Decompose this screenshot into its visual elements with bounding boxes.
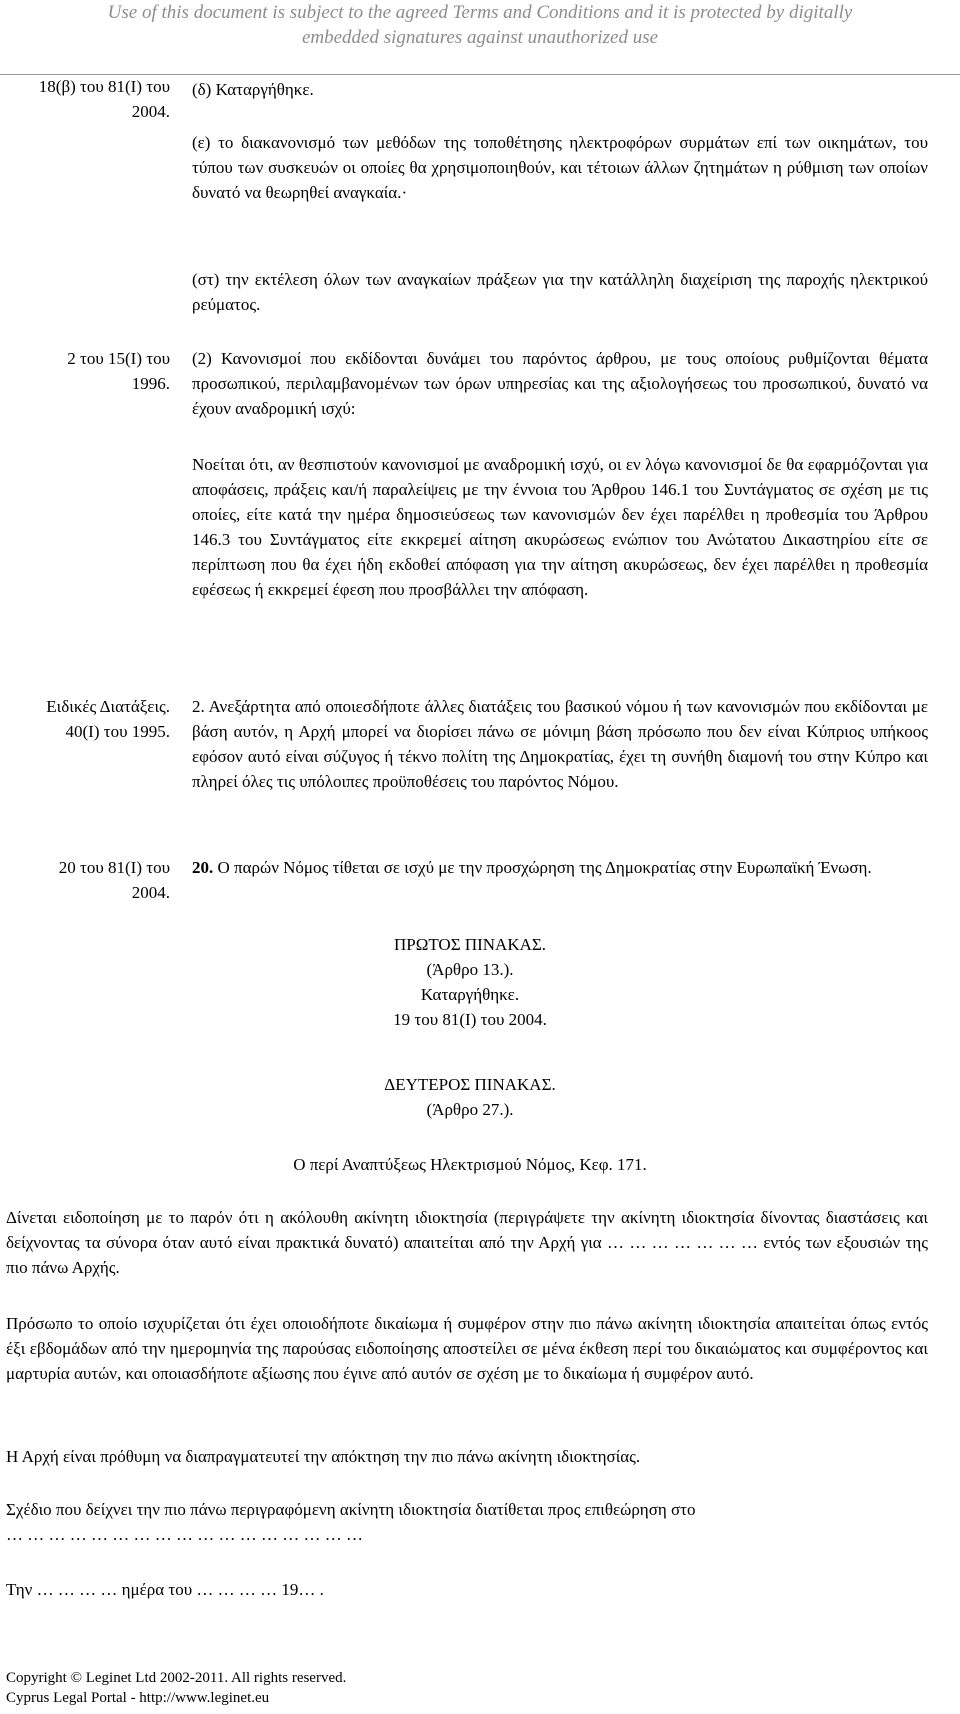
margin-note-2-15 [0, 346, 170, 396]
margin-note-20-81 [0, 855, 170, 905]
second-schedule [180, 1072, 760, 1122]
first-schedule-title: ΠΡΩΤΟΣ ΠΙΝΑΚΑΣ. [393, 935, 547, 954]
margin-note-line: 2004. [131, 883, 170, 902]
margin-note-line: 18(β) του 81(Ι) του [38, 77, 170, 96]
proviso-paragraph: Νοείται ότι, αν θεσπιστούν κανονισμοί με αναδρομική ισχύ, οι εν λόγω κανονισμοί δε θα εφαρμόζονται για αποφάσεις, πράξεις και/ή παραλείψεις με την έννοια του Άρθρου 146.1 του Συντάγματος σε σχέση με τις οποίες, είτε κατά την ημέρα δημοσιεύσεως των κανονισμών δεν έχει παρέλθει η προθεσμία του Άρθρου 146.3 του Συντάγματος είτε εκκρεμεί αίτηση ακυρώσεως ενώπιον του Ανώτατου Δικαστηρίου είτε σε περίπτωση που θα έχει ήδη εκδοθεί απόφαση για την αίτηση ακυρώσεως, δεν έχει παρέλθει η προθεσμία εφέσεως ή εκκρεμεί έφεση που προσβάλλει την απόφαση. [192, 455, 928, 599]
section-20 [192, 855, 928, 880]
margin-note-special-provisions [0, 694, 170, 744]
margin-note-line: 2 του 15(Ι) του [67, 349, 170, 368]
margin-note-line: 20 του 81(Ι) του [58, 858, 170, 877]
second-schedule-article: (Άρθρο 27.). [426, 1100, 514, 1119]
usage-notice-header [0, 0, 960, 50]
margin-note-line: Ειδικές Διατάξεις. [46, 697, 170, 716]
inspection-location-blank: … … … … … … … … … … … … … … … … … [6, 1525, 363, 1544]
notice-paragraph-3: Η Αρχή είναι πρόθυμη να διαπραγματευτεί την απόκτηση την πιο πάνω ακίνητη ιδιοκτησίας. [6, 1447, 641, 1466]
section-20-text: Ο παρών Νόμος τίθεται σε ισχύ με την προσχώρηση της Δημοκρατίας στην Ευρωπαϊκή Ένωση. [217, 858, 872, 877]
footer [6, 1668, 346, 1708]
first-schedule-reference: 19 του 81(Ι) του 2004. [393, 1010, 547, 1029]
paragraph-2: (2) Κανονισμοί που εκδίδονται δυνάμει του παρόντος άρθρου, με τους οποίους ρυθμίζονται θέματα προσωπικού, περιλαμβανομένων των όρων υπηρεσίας και της αξιολογήσεως του προσωπικού, δυνατό να έχουν αναδρομική ισχύ: [192, 349, 928, 418]
notice-paragraph-2: Πρόσωπο το οποίο ισχυρίζεται ότι έχει οποιοδήποτε δικαίωμα ή συμφέρον στην πιο πάνω ακίνητη ιδιοκτησία απαιτείται όπως εντός έξι εβδομάδων από την ημερομηνία της παρούσας ειδοποίησης αποστείλει σε μένα έκθεση περί του δικαιώματος και συμφέροντος και μαρτυρία αυτών, και οποιασδήποτε αξίωσης που έγινε από αυτόν σε σχέση με το δικαίωμα ή συμφέρον αυτό. [6, 1314, 928, 1383]
special-provisions-paragraph: 2. Ανεξάρτητα από οποιεσδήποτε άλλες διατάξεις του βασικού νόμου ή των κανονισμών που εκδίδονται με βάση αυτόν, η Αρχή μπορεί να διορίσει πάνω σε μόνιμη βάση πρόσωπο που δεν είναι Κύπριος υπήκοος εφόσον αυτό είναι σύζυγος ή τέκνο πολίτη της Δημοκρατίας, έχει τη συνήθη διαμονή του στην Κύπρο και πληρεί όλες τις υπόλοιπες προϋποθέσεις του παρόντος Νόμου. [192, 697, 928, 791]
law-title: Ο περί Αναπτύξεως Ηλεκτρισμού Νόμος, Κεφ. 171. [293, 1155, 647, 1174]
notice-paragraph-1: Δίνεται ειδοποίηση με το παρόν ότι η ακόλουθη ακίνητη ιδιοκτησία (περιγράψετε την ακίνητη ιδιοκτησία δίνοντας διαστάσεις και δείχνοντας τα σύνορα όταν αυτό είναι πρακτικά δυνατό) απαιτείται από την Αρχή για … … … … … … … εντός των εξουσιών της πιο πάνω Αρχής. [6, 1208, 928, 1277]
margin-note-line: 2004. [131, 102, 170, 121]
inspection-location-line: Σχέδιο που δείχνει την πιο πάνω περιγραφόμενη ακίνητη ιδιοκτησία διατίθεται προς επιθεώρηση στο [6, 1500, 696, 1519]
first-schedule [180, 932, 760, 1032]
date-line: Την … … … … ημέρα του … … … … 19… . [6, 1580, 324, 1599]
section-20-number: 20. [192, 858, 214, 877]
clause-st: (στ) την εκτέλεση όλων των αναγκαίων πράξεων για την κατάλληλη διαχείριση της παροχής ηλεκτρικού ρεύματος. [192, 270, 928, 314]
usage-notice-line-2: embedded signatures against unauthorized use [301, 27, 659, 48]
portal-text: Cyprus Legal Portal - http://www.leginet.eu [6, 1690, 270, 1706]
first-schedule-status: Καταργήθηκε. [420, 985, 520, 1004]
usage-notice-line-1: Use of this document is subject to the agreed Terms and Conditions and it is protected by digitally [107, 2, 853, 23]
margin-note-18b [0, 74, 170, 124]
margin-note-line: 40(Ι) του 1995. [65, 722, 170, 741]
first-schedule-article: (Άρθρο 13.). [426, 960, 514, 979]
clause-epsilon: (ε) το διακανονισμό των μεθόδων της τοποθέτησης ηλεκτροφόρων συρμάτων επί των οικημάτων, του τύπου των συσκευών οι οποίες θα χρησιμοποιηθούν, και τέτοιων άλλων ζητημάτων η ρύθμιση των οποίων δυνατό να θεωρηθεί αναγκαία.· [192, 133, 928, 202]
margin-note-line: 1996. [131, 374, 170, 393]
clause-delta: (δ) Καταργήθηκε. [192, 80, 314, 99]
notice-paragraph-4 [6, 1497, 928, 1547]
second-schedule-title: ΔΕΥΤΕΡΟΣ ΠΙΝΑΚΑΣ. [384, 1075, 556, 1094]
copyright-text: Copyright © Leginet Ltd 2002-2011. All rights reserved. [6, 1670, 347, 1686]
